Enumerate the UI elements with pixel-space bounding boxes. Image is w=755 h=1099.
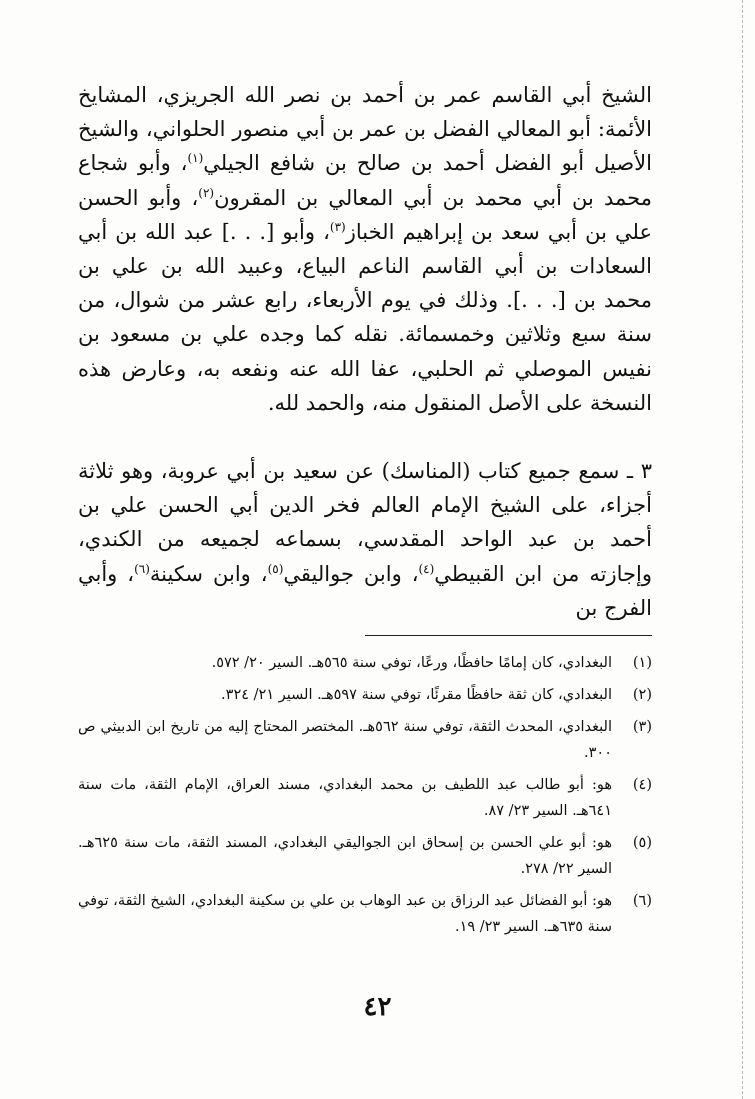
- paragraph-1-text-c: ، وأبو الحسن علي بن أبي سعد بن إبراهيم الخباز: [78, 185, 652, 244]
- footnote-ref-4[interactable]: (٤): [418, 561, 435, 576]
- footnote-6: [78, 888, 652, 940]
- footnote-5: [78, 830, 652, 882]
- footnote-2: [78, 682, 652, 708]
- paragraph-2-text: ٣ ـ سمع جميع كتاب (المناسك) عن سعيد بن أبي عروبة، وهو ثلاثة أجزاء، على الشيخ الإمام العالم فخر الدين أبي الحسن علي بن أحمد بن عبد الواحد المقدسي، بسماعه لجميعه من الكندي، وإجازته من ابن القبيطي: [78, 459, 652, 586]
- footnote-number: (٢): [632, 687, 652, 703]
- page-edge: [741, 0, 743, 1099]
- footnote-3: [78, 714, 652, 766]
- footnote-text: البغدادي، كان ثقة حافظًا مقرئًا، توفي سنة ٥٩٧هـ. السير ٢١/ ٣٢٤.: [221, 687, 612, 703]
- paragraph-2-text-c: ، وابن سكينة: [149, 561, 268, 586]
- footnote-number: (٦): [632, 893, 652, 909]
- main-text: [78, 78, 652, 625]
- paragraph-2-text-b: ، وابن جواليقي: [283, 561, 419, 586]
- footnote-text: هو: أبو الفضائل عبد الرزاق بن عبد الوهاب بن علي بن سكينة البغدادي، الشيخ الثقة، توفي سنة ٦٣٥هـ. السير ٢٣/ ١٩.: [78, 893, 612, 935]
- paragraph-1-text-d: ، وأبو [. . .] عبد الله بن أبي السعادات بن أبي القاسم الناعم البياع، وعبيد الله بن علي بن محمد بن [. . .]. وذلك في يوم الأربعاء، رابع عشر من شوال، من سنة سبع وثلاثين وخمسمائة. نقله كما وجده علي بن مسعود بن نفيس الموصلي ثم الحلبي، عفا الله عنه ونفعه به، وعارض هذه النسخة على الأصل المنقول منه، والحمد لله.: [78, 219, 652, 415]
- footnote-number: (١): [632, 655, 652, 671]
- footnote-number: (٥): [632, 835, 652, 851]
- paragraph-1: [78, 78, 652, 420]
- footnote-4: [78, 772, 652, 824]
- footnote-separator: [365, 635, 652, 636]
- footnote-ref-5[interactable]: (٥): [267, 561, 284, 576]
- footnote-ref-6[interactable]: (٦): [134, 561, 150, 576]
- page-number: ٤٢: [363, 992, 392, 1022]
- paragraph-1-text: الشيخ أبي القاسم عمر بن أحمد بن نصر الله الجريزي، المشايخ الأئمة: أبو المعالي الفضل بن عمر بن أبي منصور الحلواني، والشيخ الأصيل أبو الفضل أحمد بن صالح بن شافع الجيلي: [78, 83, 652, 176]
- footnote-text: هو: أبو علي الحسن بن إسحاق ابن الجواليقي البغدادي، المسند الثقة، مات سنة ٦٢٥هـ. السير ٢٢/ ٢٧٨.: [78, 835, 612, 877]
- footnote-text: هو: أبو طالب عبد اللطيف بن محمد البغدادي، مسند العراق، الإمام الثقة، مات سنة ٦٤١هـ. السير ٢٣/ ٨٧.: [78, 777, 612, 819]
- footnote-1: [78, 650, 652, 676]
- paragraph-2-text-d: ، وأبي الفرج بن: [78, 561, 652, 620]
- footnotes: [78, 650, 652, 946]
- footnote-ref-3[interactable]: (٣): [329, 219, 346, 234]
- paragraph-1-text-b: ، وأبو شجاع محمد بن أبي محمد بن أبي المعالي بن المقرون: [78, 151, 652, 210]
- footnote-ref-2[interactable]: (٢): [198, 185, 215, 200]
- footnote-number: (٣): [632, 719, 652, 735]
- footnote-number: (٤): [632, 777, 652, 793]
- paragraph-2: [78, 454, 652, 625]
- footnote-ref-1[interactable]: (١): [187, 151, 204, 166]
- footnote-text: البغدادي، المحدث الثقة، توفي سنة ٥٦٢هـ. المختصر المحتاج إليه من تاريخ ابن الدبيثي ص ٣٠٠.: [78, 719, 612, 761]
- footnote-text: البغدادي، كان إمامًا حافظًا، ورعًا، توفي سنة ٥٦٥هـ. السير ٢٠/ ٥٧٢.: [211, 655, 612, 671]
